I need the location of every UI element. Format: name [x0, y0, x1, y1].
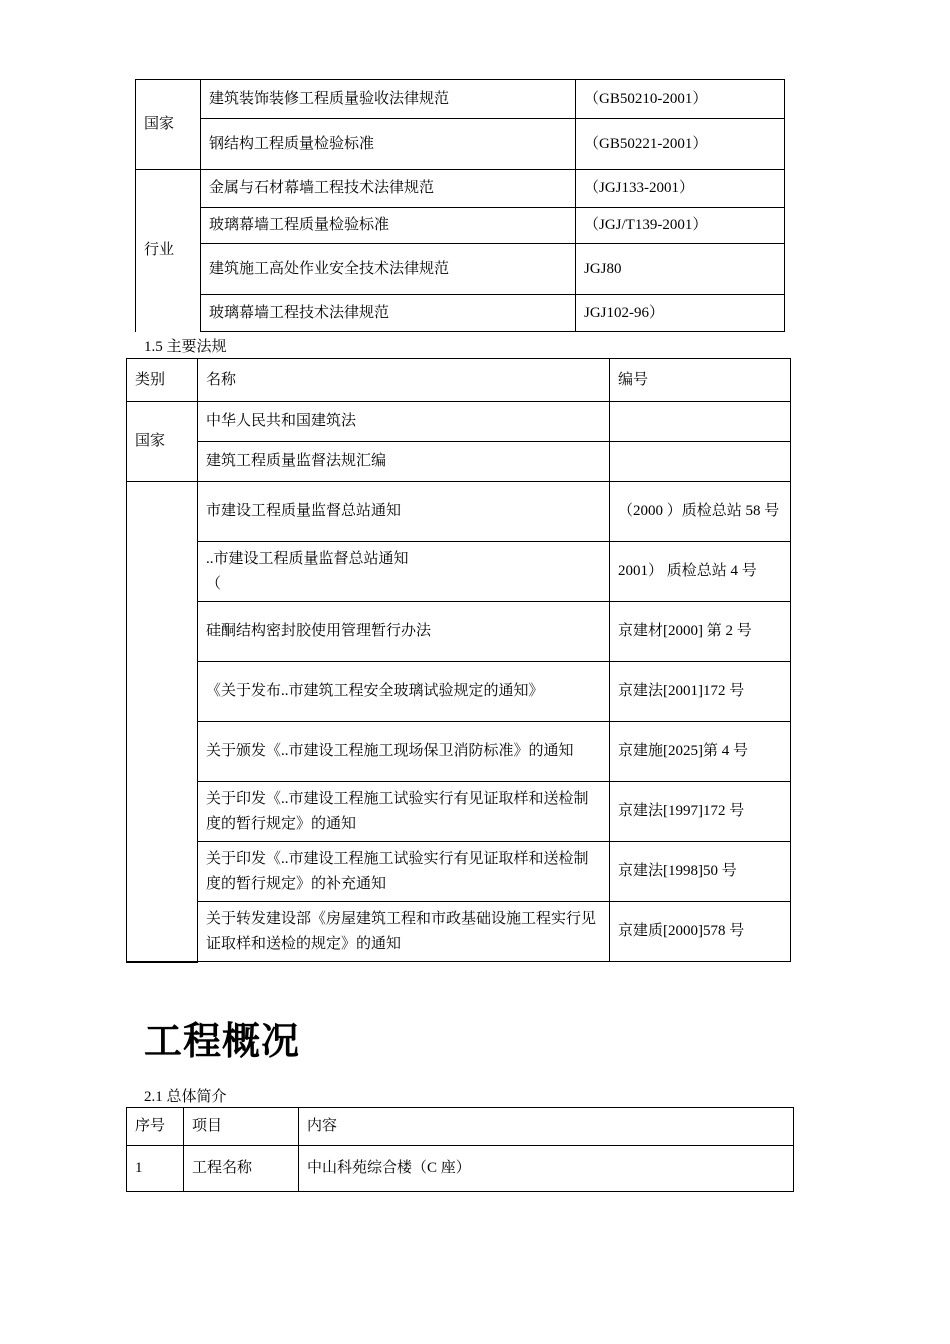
standard-code: （JGJ/T139-2001）	[576, 208, 785, 244]
row-item: 工程名称	[184, 1146, 299, 1192]
regulation-code: 2001） 质检总站 4 号	[610, 542, 791, 602]
category-cell: 国家	[136, 80, 201, 170]
standard-code: JGJ102-96）	[576, 295, 785, 332]
category-cell: 行业	[136, 170, 201, 332]
regulation-code: 京建法[1997]172 号	[610, 782, 791, 842]
regulation-name: 中华人民共和国建筑法	[198, 402, 610, 442]
regulation-code: 京建质[2000]578 号	[610, 902, 791, 962]
regulation-code: 京建材[2000] 第 2 号	[610, 602, 791, 662]
standard-name: 玻璃幕墙工程技术法律规范	[201, 295, 576, 332]
regulation-code: 京建施[2025]第 4 号	[610, 722, 791, 782]
standard-code: （GB50210-2001）	[576, 80, 785, 119]
standard-name: 钢结构工程质量检验标准	[201, 119, 576, 170]
header-code: 编号	[610, 359, 791, 402]
regulation-name: 关于印发《..市建设工程施工试验实行有见证取样和送检制度的暂行规定》的通知	[198, 782, 610, 842]
standard-code: （JGJ133-2001）	[576, 170, 785, 208]
section-caption: 1.5 主要法规	[144, 339, 227, 355]
header-no: 序号	[127, 1108, 184, 1146]
regulation-code: 京建法[2001]172 号	[610, 662, 791, 722]
regulation-name-line2: （	[206, 575, 222, 592]
row-content: 中山科苑综合楼（C 座）	[299, 1146, 794, 1192]
standard-code: JGJ80	[576, 244, 785, 295]
regulation-name: 关于印发《..市建设工程施工试验实行有见证取样和送检制度的暂行规定》的补充通知	[198, 842, 610, 902]
regulation-name: 市建设工程质量监督总站通知	[198, 482, 610, 542]
regulation-name: 关于颁发《..市建设工程施工现场保卫消防标准》的通知	[198, 722, 610, 782]
regulation-code: 京建法[1998]50 号	[610, 842, 791, 902]
header-name: 名称	[198, 359, 610, 402]
section-caption: 2.1 总体简介	[144, 1089, 227, 1105]
standard-name: 建筑施工高处作业安全技术法律规范	[201, 244, 576, 295]
regulation-code	[610, 442, 791, 482]
overview-table	[126, 1107, 794, 1192]
regulations-table	[126, 358, 791, 963]
regulation-name	[198, 542, 610, 602]
category-cell-empty	[127, 482, 198, 962]
header-content: 内容	[299, 1108, 794, 1146]
chapter-heading: 工程概况	[144, 1019, 301, 1063]
regulation-code	[610, 402, 791, 442]
regulation-name: 关于转发建设部《房屋建筑工程和市政基础设施工程实行见证取样和送检的规定》的通知	[198, 902, 610, 962]
regulation-name-line1: ..市建设工程质量监督总站通知	[206, 550, 409, 567]
regulation-name: 《关于发布..市建筑工程安全玻璃试验规定的通知》	[198, 662, 610, 722]
standard-name: 建筑装饰装修工程质量验收法律规范	[201, 80, 576, 119]
row-no: 1	[127, 1146, 184, 1192]
category-cell: 国家	[127, 402, 198, 482]
standard-name: 玻璃幕墙工程质量检验标准	[201, 208, 576, 244]
header-category: 类别	[127, 359, 198, 402]
header-item: 项目	[184, 1108, 299, 1146]
regulation-name: 硅酮结构密封胶使用管理暂行办法	[198, 602, 610, 662]
regulation-code: （2000 ）质检总站 58 号	[610, 482, 791, 542]
standard-name: 金属与石材幕墙工程技术法律规范	[201, 170, 576, 208]
standard-code: （GB50221-2001）	[576, 119, 785, 170]
regulation-name: 建筑工程质量监督法规汇编	[198, 442, 610, 482]
standards-table	[135, 79, 785, 332]
